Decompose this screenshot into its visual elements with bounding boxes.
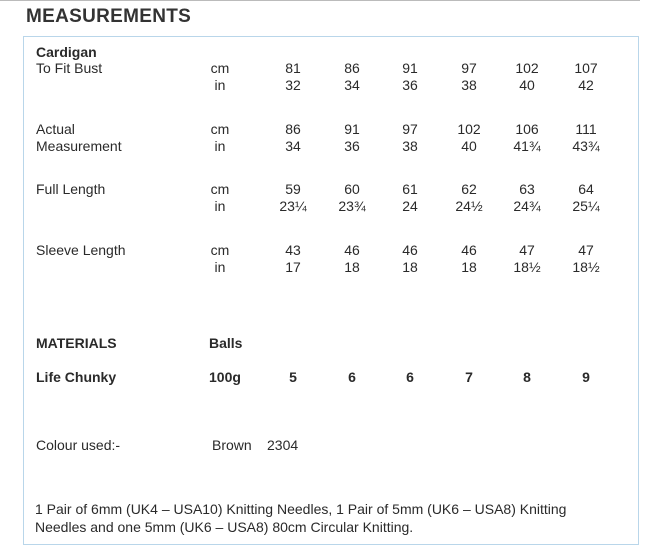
in-value: 38	[402, 138, 418, 154]
in-value: 38	[461, 77, 477, 93]
colour-name: Brown	[212, 437, 252, 453]
cm-value: 47	[519, 242, 535, 258]
in-value: 36	[402, 77, 418, 93]
balls-value: 6	[406, 369, 414, 385]
in-value: 18½	[572, 259, 600, 275]
materials-title: MATERIALS	[36, 335, 117, 351]
row-label: Full Length	[36, 181, 106, 197]
in-value: 43¾	[572, 138, 600, 154]
cm-value: 106	[515, 121, 539, 137]
in-value: 34	[344, 77, 360, 93]
cm-value: 43	[285, 242, 301, 258]
in-value: 24½	[455, 198, 483, 214]
row-label: Actual	[36, 121, 75, 137]
row-label: To Fit Bust	[36, 60, 103, 76]
unit-cm: cm	[210, 60, 230, 76]
cm-value: 97	[461, 60, 477, 76]
unit-cm: cm	[210, 121, 230, 137]
cm-value: 46	[344, 242, 360, 258]
in-value: 36	[344, 138, 360, 154]
row-label: Sleeve Length	[36, 242, 126, 258]
cm-value: 46	[402, 242, 418, 258]
unit-cm: cm	[210, 181, 230, 197]
balls-label: Balls	[209, 335, 243, 351]
in-value: 34	[285, 138, 301, 154]
yarn-name: Life Chunky	[36, 369, 117, 385]
cm-value: 64	[578, 181, 594, 197]
in-value: 40	[461, 138, 477, 154]
cm-value: 46	[461, 242, 477, 258]
in-value: 40	[519, 77, 535, 93]
unit-in: in	[214, 138, 226, 154]
cm-value: 61	[402, 181, 418, 197]
balls-value: 8	[523, 369, 531, 385]
cm-value: 62	[461, 181, 477, 197]
colour-code: 2304	[267, 437, 299, 453]
cm-value: 111	[575, 121, 597, 137]
in-value: 17	[285, 259, 301, 275]
colour-label: Colour used:-	[36, 437, 121, 453]
in-value: 25¼	[572, 198, 600, 214]
yarn-weight: 100g	[209, 369, 241, 385]
unit-in: in	[214, 198, 226, 214]
cm-value: 91	[402, 60, 418, 76]
needles-text	[35, 500, 615, 536]
balls-value: 5	[289, 369, 297, 385]
unit-in: in	[214, 259, 226, 275]
in-value: 18½	[513, 259, 541, 275]
in-value: 24¾	[513, 198, 541, 214]
needles-line-1: 1 Pair of 6mm (UK4 – USA10) Knitting Needles, 1 Pair of 5mm (UK6 – USA8) Knitting	[35, 501, 567, 517]
unit-cm: cm	[210, 242, 230, 258]
in-value: 24	[402, 198, 418, 214]
top-rule	[0, 0, 640, 1]
in-value: 23¾	[338, 198, 366, 214]
garment-title: Cardigan	[36, 44, 97, 60]
balls-value: 7	[465, 369, 473, 385]
measurements-panel	[23, 36, 639, 545]
cm-value: 97	[402, 121, 418, 137]
cm-value: 86	[344, 60, 360, 76]
balls-value: 9	[582, 369, 590, 385]
cm-value: 60	[344, 181, 360, 197]
in-value: 18	[344, 259, 360, 275]
cm-value: 47	[578, 242, 594, 258]
needles-line-2: Needles and one 5mm (UK6 – USA8) 80cm Circular Knitting.	[35, 519, 414, 535]
cm-value: 63	[519, 181, 535, 197]
cm-value: 102	[515, 60, 539, 76]
in-value: 18	[461, 259, 477, 275]
row-label-cont: Measurement	[36, 138, 122, 154]
in-value: 41¾	[513, 138, 541, 154]
in-value: 18	[402, 259, 418, 275]
cm-value: 81	[285, 60, 301, 76]
cm-value: 91	[344, 121, 360, 137]
balls-value: 6	[348, 369, 356, 385]
in-value: 42	[578, 77, 594, 93]
page-title: MEASUREMENTS	[26, 6, 192, 27]
cm-value: 102	[457, 121, 481, 137]
cm-value: 59	[285, 181, 301, 197]
cm-value: 107	[574, 60, 598, 76]
in-value: 32	[285, 77, 301, 93]
in-value: 23¼	[279, 198, 307, 214]
cm-value: 86	[285, 121, 301, 137]
unit-in: in	[214, 77, 226, 93]
